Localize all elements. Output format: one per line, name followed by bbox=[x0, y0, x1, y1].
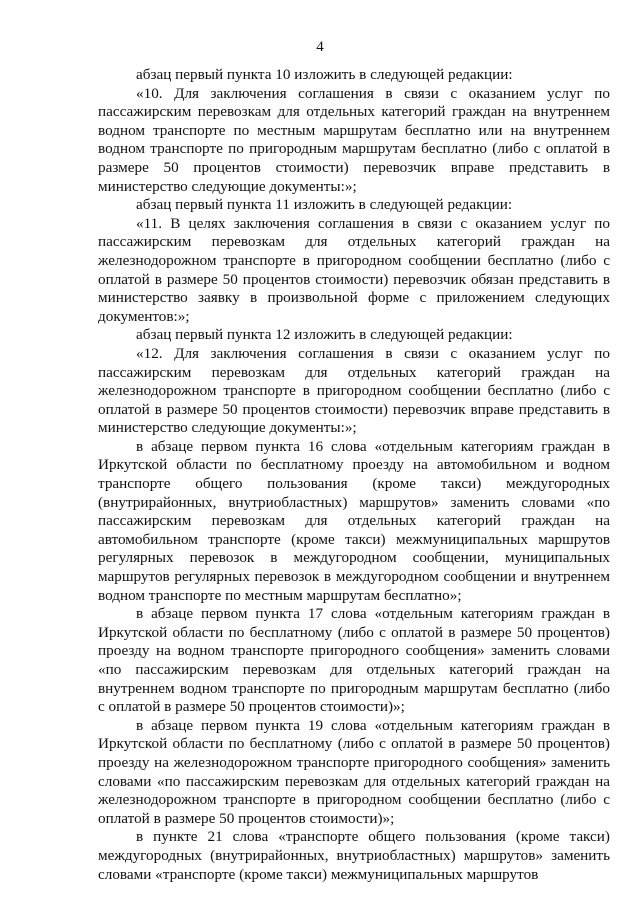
paragraph-item-19-amendment: в абзаце первом пункта 19 слова «отдельным категориям граждан в Иркутской области по бесплатному (либо с оплатой в размере 50 процентов) проезду на железнодорожном транспорте пригородного сообщения» заменить словами «по пассажирским перевозкам для отдельных категорий граждан на железнодорожном транспорте в пригородном сообщении бесплатно (либо с оплатой в размере 50 процентов стоимости)»; bbox=[98, 716, 610, 827]
paragraph-item-16-amendment: в абзаце первом пункта 16 слова «отдельным категориям граждан в Иркутской области по бесплатному проезду на автомобильном и водном транспорте общего пользования (кроме такси) междугородных (внутрирайонных, внутриобластных) маршрутов» заменить словами «по пассажирским перевозкам для отдельных категорий граждан на автомобильном транспорте (кроме такси) межмуниципальных маршрутов регулярных перевозок в междугородном сообщении, муниципальных маршрутов регулярных перевозок в междугородном сообщении и внутреннем водном транспорте по местным маршрутам бесплатно»; bbox=[98, 437, 610, 604]
paragraph-item-10-text: «10. Для заключения соглашения в связи с оказанием услуг по пассажирским перевозкам для отдельных категорий граждан на внутреннем водном транспорте по местным маршрутам бесплатно или на внутреннем водном транспорте по пригородным маршрутам бесплатно (либо с оплатой в размере 50 процентов стоимости) перевозчик вправе представить в министерство следующие документы:»; bbox=[98, 84, 610, 195]
paragraph-item-12-text: «12. Для заключения соглашения в связи с оказанием услуг по пассажирским перевозкам для отдельных категорий граждан на железнодорожном транспорте в пригородном сообщении бесплатно (либо с оплатой в размере 50 процентов стоимости) перевозчик вправе представить в министерство следующие документы:»; bbox=[98, 344, 610, 437]
paragraph-item-21-amendment: в пункте 21 слова «транспорте общего пользования (кроме такси) междугородных (внутрирайонных, внутриобластных) маршрутов» заменить словами «транспорте (кроме такси) межмуниципальных маршрутов bbox=[98, 828, 610, 883]
paragraph-item-10-heading: абзац первый пункта 10 изложить в следующей редакции: bbox=[136, 66, 513, 83]
page-number: 4 bbox=[316, 39, 324, 55]
paragraph-item-11-text: «11. В целях заключения соглашения в связи с оказанием услуг по пассажирским перевозкам для отдельных категорий граждан на железнодорожном транспорте в пригородном сообщении бесплатно (либо с оплатой в размере 50 процентов стоимости) перевозчик обязан представить в министерство заявку в произвольной форме с приложением следующих документов:»; bbox=[98, 214, 610, 325]
paragraph-item-12-heading: абзац первый пункта 12 изложить в следующей редакции: bbox=[136, 326, 513, 344]
paragraph-item-11-heading: абзац первый пункта 11 изложить в следующей редакции: bbox=[136, 196, 513, 214]
paragraph-item-17-amendment: в абзаце первом пункта 17 слова «отдельным категориям граждан в Иркутской области по бесплатному (либо с оплатой в размере 50 процентов) проезду на водном транспорте пригородного сообщения» заменить словами «по пассажирским перевозкам для отдельных категорий граждан на внутреннем водном транспорте по пригородным маршрутам бесплатно (либо с оплатой в размере 50 процентов стоимости)»; bbox=[98, 605, 610, 716]
document-body bbox=[98, 66, 610, 884]
